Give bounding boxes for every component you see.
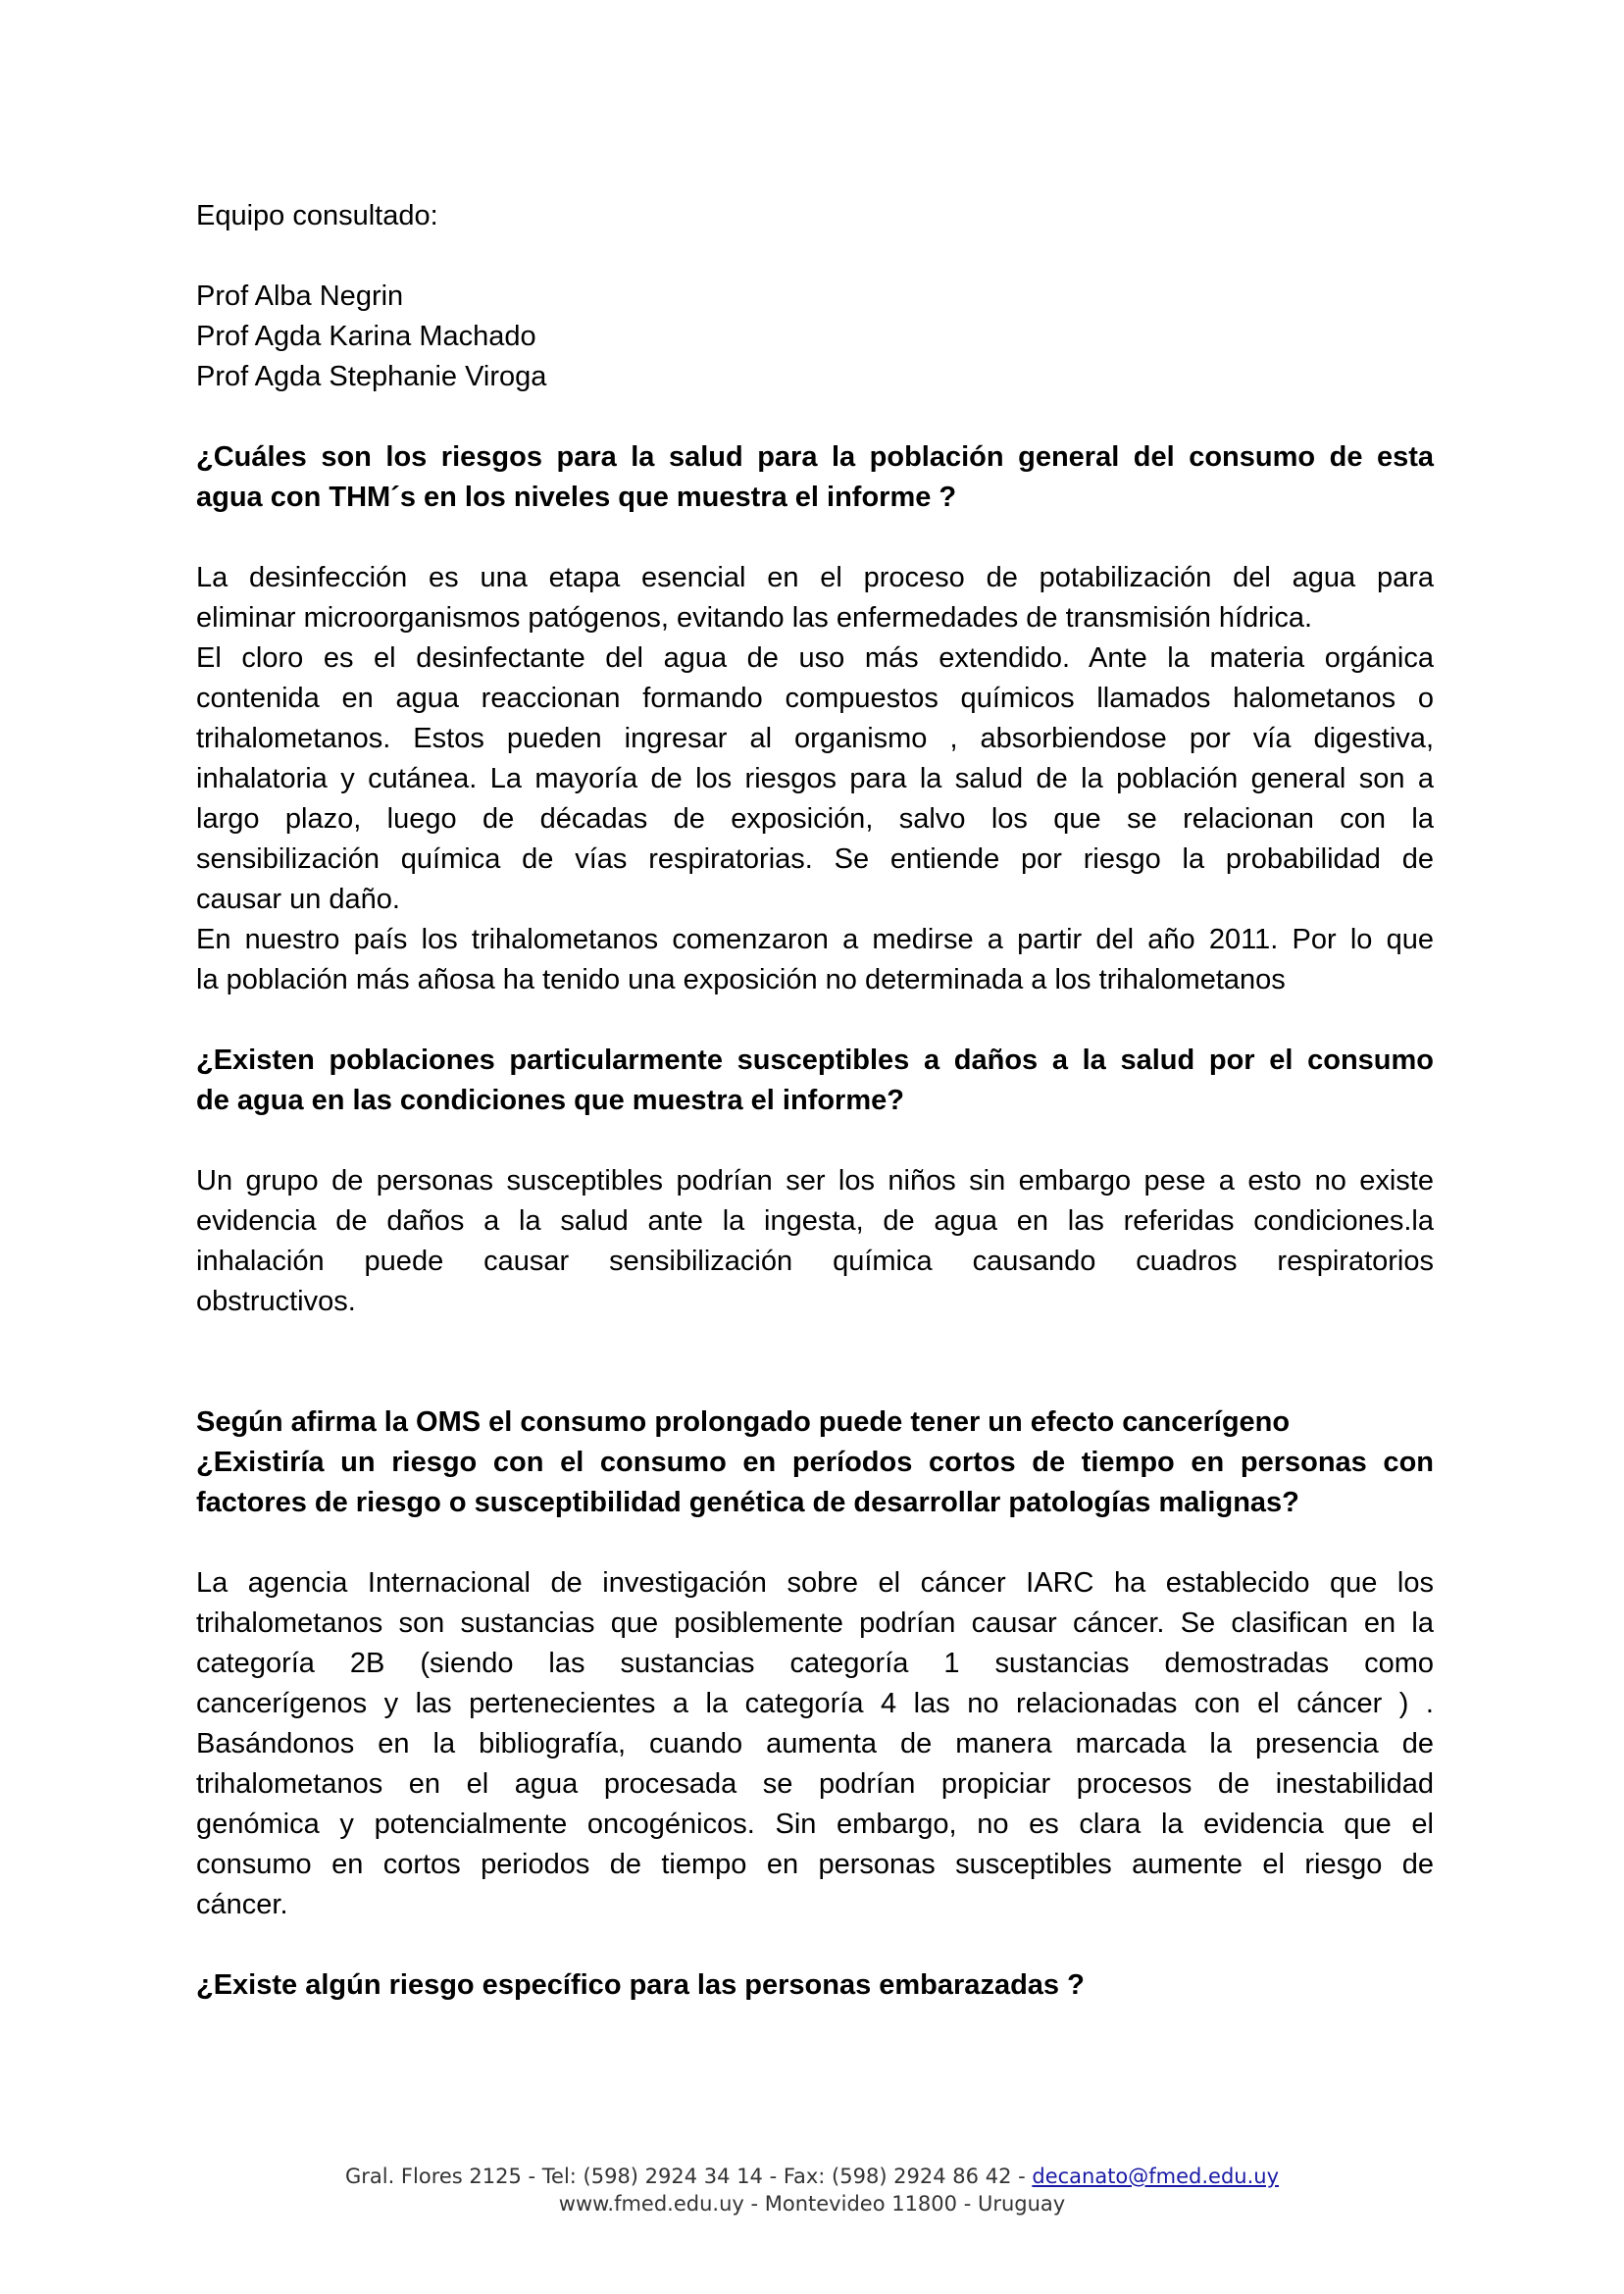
answer-2-line: evidencia de daños a la salud ante la ingesta, de agua en las referidas condiciones.la [196,1205,1434,1237]
answer-2-line: inhalación puede causar sensibilización química causando cuadros respiratorios [196,1246,1434,1277]
document-body [196,196,1434,2006]
answer-1-line: La desinfección es una etapa esencial en el proceso de potabilización del agua para [196,562,1434,593]
question-2-line: de agua en las condiciones que muestra el informe? [196,1085,904,1116]
answer-2-line: obstructivos. [196,1286,356,1317]
answer-3-line: trihalometanos en el agua procesada se podrían propiciar procesos de inestabilidad [196,1768,1434,1800]
answer-1-line: causar un daño. [196,884,400,915]
question-4: ¿Existe algún riesgo específico para las personas embarazadas ? [196,1969,1085,2001]
question-1-line: ¿Cuáles son los riesgos para la salud para la población general del consumo de esta [196,441,1434,473]
team-member: Prof Alba Negrin [196,280,404,312]
answer-3-line: consumo en cortos periodos de tiempo en personas susceptibles aumente el riesgo de [196,1849,1434,1880]
page-footer [0,2163,1624,2218]
answer-1-line: contenida en agua reaccionan formando compuestos químicos llamados halometanos o [196,683,1434,714]
team-member: Prof Agda Karina Machado [196,321,536,352]
answer-3-line: trihalometanos son sustancias que posiblemente podrían causar cáncer. Se clasifican en la [196,1607,1434,1639]
email-link[interactable]: decanato@fmed.edu.uy [1032,2165,1280,2188]
question-1-line: agua con THM´s en los niveles que muestra el informe ? [196,482,957,513]
question-2-line: ¿Existen poblaciones particularmente susceptibles a daños a la salud por el consumo [196,1045,1434,1076]
question-3-line: Según afirma la OMS el consumo prolongado puede tener un efecto cancerígeno [196,1406,1291,1438]
team-member: Prof Agda Stephanie Viroga [196,361,547,392]
footer-address: Gral. Flores 2125 - Tel: (598) 2924 34 14 - Fax: (598) 2924 86 42 - [344,2165,1033,2188]
answer-3-line: Basándonos en la bibliografía, cuando aumenta de manera marcada la presencia de [196,1728,1434,1759]
answer-3-line: cáncer. [196,1889,288,1920]
answer-3-line: cancerígenos y las pertenecientes a la categoría 4 las no relacionadas con el cáncer ) . [196,1688,1434,1719]
footer-contact-line [0,2163,1624,2190]
answer-1-line: largo plazo, luego de décadas de exposición, salvo los que se relacionan con la [196,803,1434,835]
question-3-line: ¿Existiría un riesgo con el consumo en períodos cortos de tiempo en personas con [196,1447,1434,1478]
question-3-line: factores de riesgo o susceptibilidad genética de desarrollar patologías malignas? [196,1487,1299,1518]
answer-2-line: Un grupo de personas susceptibles podrían ser los niños sin embargo pese a esto no existe [196,1165,1434,1197]
answer-3-line: genómica y potencialmente oncogénicos. Sin embargo, no es clara la evidencia que el [196,1809,1434,1840]
answer-3-line: La agencia Internacional de investigación sobre el cáncer IARC ha establecido que los [196,1567,1434,1599]
answer-1-line: sensibilización química de vías respiratorias. Se entiende por riesgo la probabilidad de [196,843,1434,875]
answer-1-line: inhalatoria y cutánea. La mayoría de los riesgos para la salud de la población general son a [196,763,1434,794]
answer-1-line: El cloro es el desinfectante del agua de uso más extendido. Ante la materia orgánica [196,642,1434,674]
answer-1-line: trihalometanos. Estos pueden ingresar al organismo , absorbiendose por vía digestiva, [196,723,1434,754]
answer-1-line: la población más añosa ha tenido una exposición no determinada a los trihalometanos [196,964,1286,995]
answer-3-line: categoría 2B (siendo las sustancias categoría 1 sustancias demostradas como [196,1648,1434,1679]
answer-1-line: En nuestro país los trihalometanos comenzaron a medirse a partir del año 2011. Por lo que [196,924,1434,955]
footer-website-line: www.fmed.edu.uy - Montevideo 11800 - Uruguay [558,2192,1066,2216]
answer-1-line: eliminar microorganismos patógenos, evitando las enfermedades de transmisión hídrica. [196,602,1313,634]
team-heading: Equipo consultado: [196,200,438,231]
